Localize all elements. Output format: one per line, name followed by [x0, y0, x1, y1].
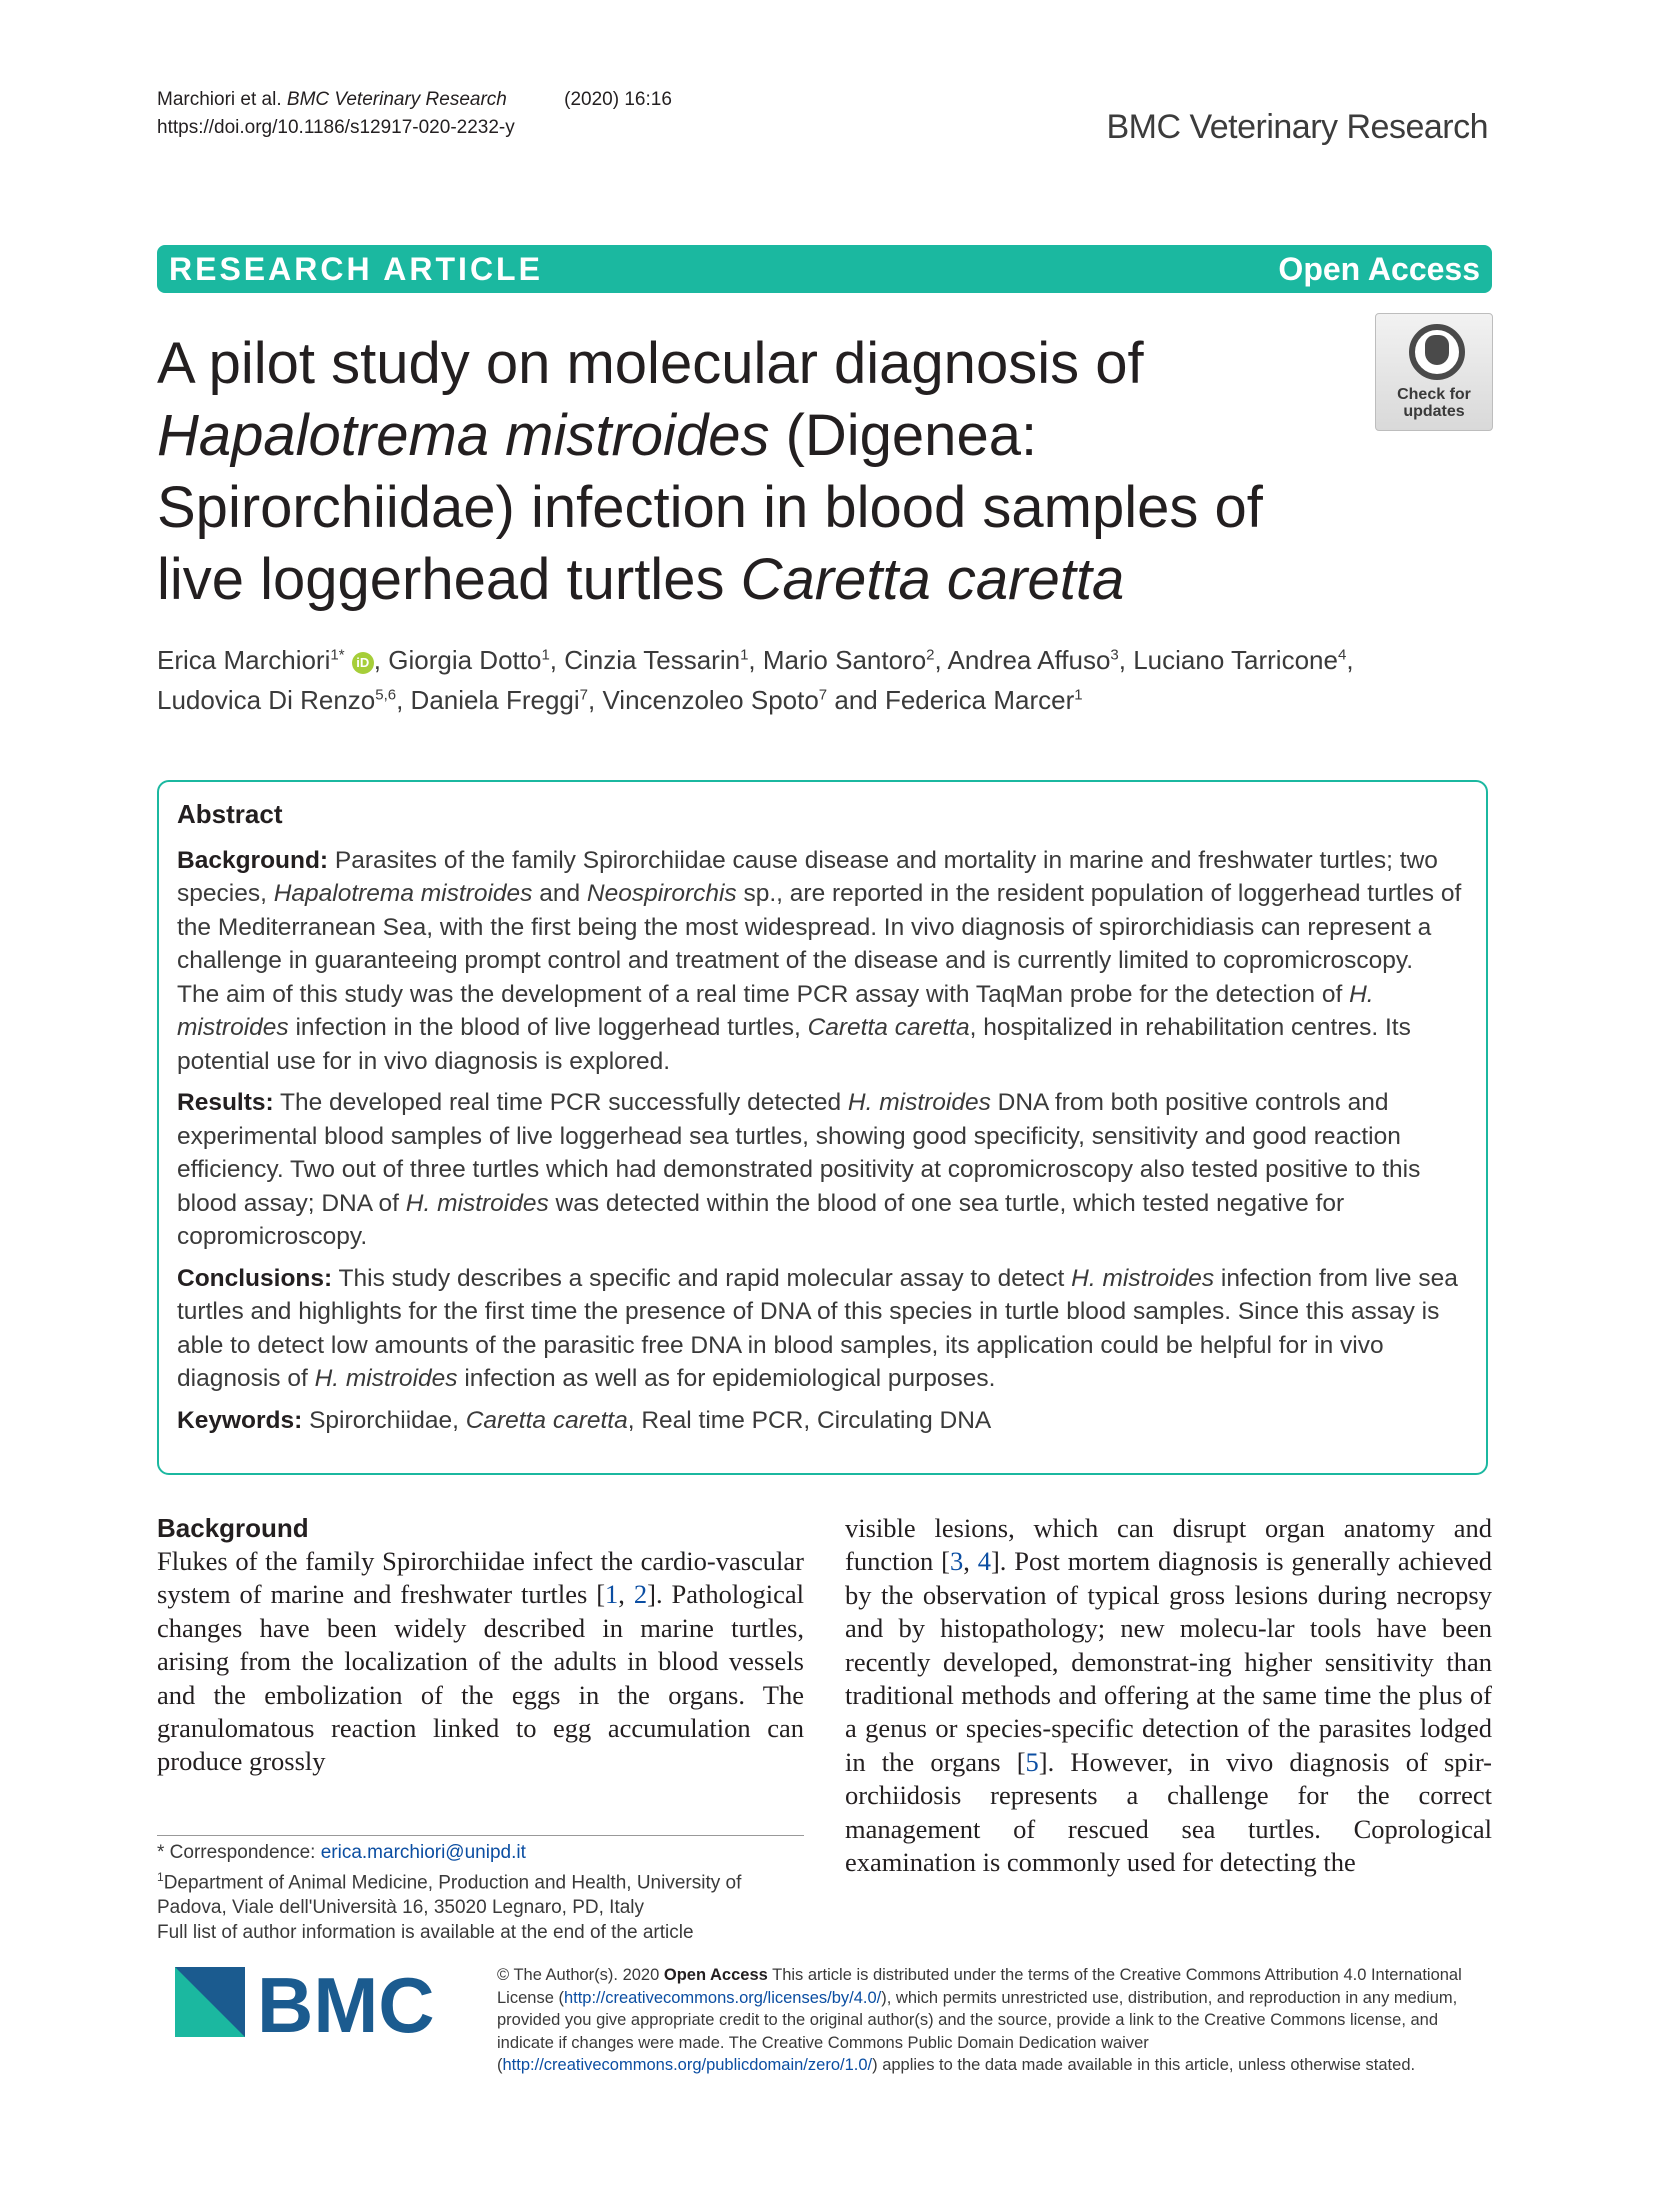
text: ,: [618, 1579, 634, 1610]
affiliation-number: 3: [1110, 646, 1119, 664]
abstract-conclusions: [177, 1262, 1468, 1396]
species-name: Caretta caretta: [807, 1014, 970, 1041]
affiliation-number: 5,6: [375, 686, 397, 704]
text: The developed real time PCR successfully detected: [273, 1089, 848, 1116]
journal-brand: BMC Veterinary Research: [1106, 108, 1488, 146]
text: ]. Post mortem diagnosis is generally achieved by the observation of typical gross lesions during necropsy and by histopathology; new molecu-lar tools have been recently developed, demonstrat-ing higher sensitivity than traditional methods and offering at the same time the plus of a genus or species-specific detection of the parasites lodged in the organs [: [845, 1546, 1493, 1777]
citation-link[interactable]: 1: [605, 1579, 619, 1610]
author-name[interactable]: Andrea Affuso: [947, 645, 1111, 675]
affiliation-number: 1: [541, 646, 550, 664]
text: ,: [963, 1546, 978, 1577]
abstract-background: [177, 844, 1468, 1079]
species-name: H. mistroides: [314, 1365, 458, 1392]
email-link[interactable]: erica.marchiori@unipd.it: [320, 1842, 526, 1863]
body-paragraph: [157, 1545, 804, 1779]
license-link[interactable]: http://creativecommons.org/licenses/by/4.0/: [563, 1988, 882, 2007]
text: © The Author(s). 2020: [497, 1966, 664, 1984]
citation-link[interactable]: 5: [1025, 1746, 1039, 1777]
author-name[interactable]: Ludovica Di Renzo: [157, 685, 376, 715]
author-name[interactable]: Cinzia Tessarin: [564, 645, 741, 675]
body-column-left: [157, 1512, 804, 1779]
text: Flukes of the family Spirorchiidae infect the cardio-vascular system of marine and freshwater turtles [: [157, 1546, 804, 1610]
title-text: (Digenea: Spirorchiidae) infection in blood samples of live loggerhead turtles: [157, 403, 1263, 612]
text: infection as well as for epidemiological purposes.: [457, 1365, 996, 1392]
author-name[interactable]: Vincenzoleo Spoto: [602, 685, 819, 715]
affiliation: Department of Animal Medicine, Production and Health, University of Padova, Viale dell'Università 16, 35020 Legnaro, PD, Italy: [157, 1872, 742, 1919]
open-access-label: Open Access: [663, 1966, 768, 1984]
species-name: H. mistroides: [405, 1189, 549, 1217]
citation-link[interactable]: 2: [633, 1579, 648, 1610]
species-name: Hapalotrema mistroides: [273, 880, 533, 907]
text: and: [532, 880, 587, 907]
footnote-divider: [157, 1835, 804, 1836]
text: infection from live sea turtles and highlights for the first time the presence of DNA of this species in turtle blood samples. Since this assay is able to detect low amounts of the parasitic free DNA in blood samples, its application could be helpful for in vivo diagnosis of: [177, 1264, 1458, 1392]
check-for-updates-label: Check for updates: [1397, 386, 1471, 420]
affiliation-number: 4: [1337, 646, 1347, 664]
text: DNA from both positive controls and experimental blood samples of live loggerhead sea turtles, showing good specificity, sensitivity and good reaction efficiency. Two out of three turtles which had demonstrated positivity at copromicroscopy also tested positive to this blood assay; DNA of: [177, 1089, 1421, 1217]
abstract-heading: Abstract: [177, 799, 283, 829]
logo-text: BMC: [257, 1965, 435, 2040]
species-name: Neospirorchis: [586, 880, 737, 907]
section-label: Background:: [177, 846, 329, 874]
author-name[interactable]: Giorgia Dotto: [388, 645, 542, 675]
text: ) applies to the data made available in this article, unless otherwise stated.: [872, 2056, 1416, 2074]
section-label: Conclusions:: [177, 1264, 333, 1292]
text: was detected within the blood of one sea turtle, which tested negative for copromicroscopy.: [177, 1189, 1345, 1250]
affiliation-number: 1: [1074, 686, 1083, 704]
abstract-box: [157, 780, 1488, 1475]
title-text: A pilot study on molecular diagnosis of: [157, 331, 1144, 396]
article-type-banner: [157, 245, 1492, 293]
section-label: Results:: [177, 1089, 274, 1116]
license-link[interactable]: http://creativecommons.org/publicdomain/zero/1.0/: [502, 2056, 873, 2074]
citation-link[interactable]: 3: [949, 1546, 964, 1577]
text: visible lesions, which can disrupt organ anatomy and function [: [845, 1513, 1492, 1577]
header-volume: (2020) 16:16: [564, 89, 672, 110]
body-paragraph: [845, 1512, 1492, 1879]
affiliation-number: 1: [740, 646, 749, 664]
text: This study describes a specific and rapid molecular assay to detect: [332, 1264, 1072, 1292]
correspondence-label: * Correspondence:: [157, 1842, 321, 1863]
text: ), which permits unrestricted use, distribution, and reproduction in any medium, provided you give appropriate credit to the original author(s) and the source, provide a link to the Creative Commons license, and indicate if changes were made. The Creative Commons Public Domain Dedication waiver (: [497, 1988, 1458, 2074]
header-journal: BMC Veterinary Research: [286, 89, 507, 110]
section-heading: Background: [157, 1513, 309, 1543]
license-notice: [497, 1964, 1492, 2077]
header-authors: Marchiori et al.: [157, 89, 282, 110]
author-name[interactable]: Erica Marchiori: [157, 645, 331, 675]
author-list: Erica Marchiori$^{1*}$ iD , Giorgia Dotto$^1$, Cinzia Tessarin$^1$, Mario Santoro$^2$, Andrea Affuso$^3$, Luciano Tarricone$^4$, Ludovica Di Renzo$^{5,6}$, Daniela Freggi$^7$, Vincenzoleo Spoto$^7$ and Federica Marcer$^1$: [157, 645, 1354, 715]
header-doi-link[interactable]: https://doi.org/10.1186/s12917-020-2232-y: [157, 117, 515, 138]
species-name: H. mistroides: [177, 980, 1374, 1041]
body-column-right: [845, 1512, 1492, 1879]
affiliation-number: 2: [926, 646, 935, 664]
text: The aim of this study was the development of a real time PCR assay with TaqMan probe for the detection of: [177, 980, 1350, 1008]
running-header: [157, 86, 672, 142]
species-name: H. mistroides: [1071, 1264, 1215, 1292]
bookmark-icon: [1409, 324, 1465, 380]
text: infection in the blood of live loggerhead turtles,: [288, 1014, 808, 1041]
orcid-icon[interactable]: iD: [352, 652, 374, 674]
text: , hospitalized in rehabilitation centres. Its potential use for in vivo diagnosis is explored.: [177, 1014, 1411, 1075]
section-label: Keywords:: [177, 1406, 303, 1434]
abstract-keywords: [177, 1404, 1468, 1438]
affiliation-number: 7: [818, 686, 828, 704]
open-access-label: Open Access: [1278, 251, 1480, 287]
text: , Real time PCR, Circulating DNA: [627, 1406, 992, 1434]
article-title: [157, 328, 1357, 616]
text: ]. However, in vivo diagnosis of spir-orchiidosis represents a challenge for the correct management of rescued sea turtles. Coprological examination is commonly used for detecting the: [845, 1746, 1493, 1878]
author-name[interactable]: Federica Marcer: [884, 685, 1075, 715]
article-type-label: RESEARCH ARTICLE: [169, 251, 543, 287]
author-info-note: Full list of author information is available at the end of the article: [157, 1922, 694, 1944]
affiliation-number: 1: [157, 1870, 164, 1884]
bmc-logo: [175, 1965, 465, 2040]
author-name[interactable]: Luciano Tarricone: [1133, 645, 1338, 675]
author-name[interactable]: Mario Santoro: [762, 645, 927, 675]
text: sp., are reported in the resident population of loggerhead turtles of the Mediterranean Sea, with the first being the most widespread. In vivo diagnosis of spirorchidiasis can represent a challenge in guaranteeing prompt control and treatment of the disease and is currently limited to copromicroscopy.: [177, 880, 1462, 974]
species-name: H. mistroides: [847, 1089, 991, 1116]
text: Parasites of the family Spirorchiidae cause disease and mortality in marine and freshwater turtles; two species,: [177, 846, 1438, 907]
citation-link[interactable]: 4: [977, 1546, 991, 1577]
footnote: [157, 1840, 807, 1945]
text: Spirorchiidae,: [302, 1406, 466, 1434]
check-for-updates-badge[interactable]: [1375, 313, 1493, 431]
text: This article is distributed under the terms of the Creative Commons Attribution 4.0 International License (: [497, 1966, 1462, 2007]
text: ]. Pathological changes have been widely described in marine turtles, arising from the localization of the adults in blood vessels and the embolization of the eggs in the organs. The granulomatous reaction linked to egg accumulation can produce grossly: [157, 1579, 804, 1777]
title-species: Caretta caretta: [740, 547, 1125, 612]
author-name[interactable]: Daniela Freggi: [410, 685, 580, 715]
affiliation-number: 1*: [330, 646, 345, 664]
abstract-results: [177, 1086, 1468, 1254]
title-species: Hapalotrema mistroides: [157, 403, 770, 468]
affiliation-number: 7: [579, 686, 588, 704]
species-name: Caretta caretta: [465, 1406, 628, 1434]
